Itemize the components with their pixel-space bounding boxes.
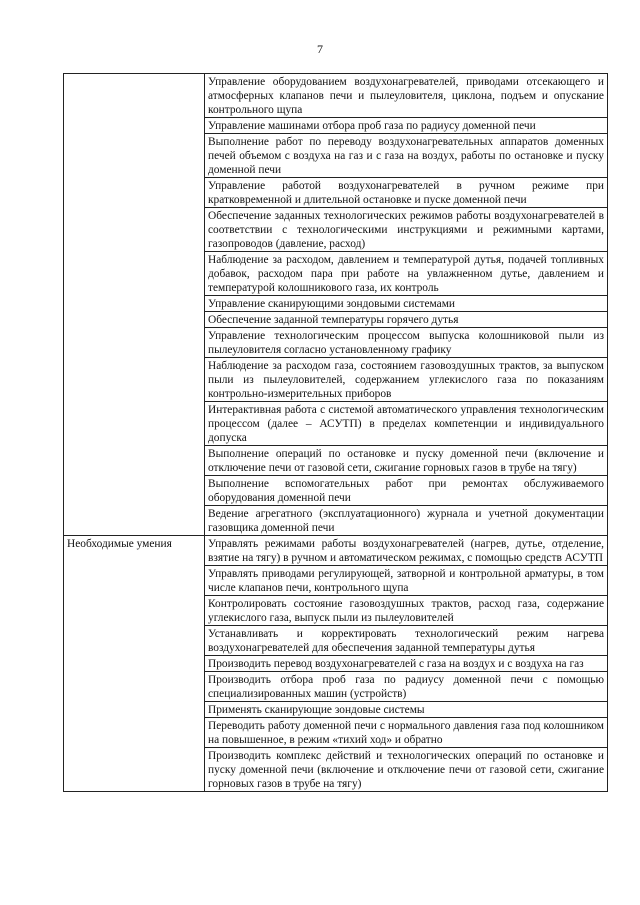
table-cell: Интерактивная работа с системой автоматического управления технологическим процессом (далее – АСУТП) в пределах компетенции и индивидуального допуска [205,402,608,446]
table-cell: Контролировать состояние газовоздушных трактов, расход газа, содержание углекислого газа, выпуск пыли из пылеуловителей [205,596,608,626]
table-cell: Управление технологическим процессом выпуска колошниковой пыли из пылеуловителя согласно установленному графику [205,328,608,358]
section-label: Необходимые умения [64,536,205,792]
table-cell: Управление сканирующими зондовыми системами [205,296,608,312]
table-cell: Устанавливать и корректировать технологический режим нагрева воздухонагревателей для обеспечения заданной температуры дутья [205,626,608,656]
table-cell: Управление оборудованием воздухонагревателей, приводами отсекающего и атмосферных клапанов печи и пылеуловителя, циклона, подъем и опускание контрольного щупа [205,74,608,118]
table-row [64,74,608,118]
table-cell: Ведение агрегатного (эксплуатационного) журнала и учетной документации газовщика доменной печи [205,506,608,536]
competency-table [63,73,608,792]
table-cell: Выполнение вспомогательных работ при ремонтах обслуживаемого оборудования доменной печи [205,476,608,506]
table-cell: Обеспечение заданных технологических режимов работы воздухонагревателей в соответствии с технологическими инструкциями и режимными картами, газопроводов (давление, расход) [205,208,608,252]
competency-table-body [64,74,608,792]
table-row [64,536,608,566]
table-cell: Производить перевод воздухонагревателей с газа на воздух и с воздуха на газ [205,656,608,672]
table-cell: Наблюдение за расходом газа, состоянием газовоздушных трактов, за выпуском пыли из пылеуловителей, содержанием углекислого газа по показаниям контрольно-измерительных приборов [205,358,608,402]
table-cell: Управлять приводами регулирующей, затворной и контрольной арматуры, в том числе клапанов печи, контрольного щупа [205,566,608,596]
table-cell: Наблюдение за расходом, давлением и температурой дутья, подачей топливных добавок, расходом пара при работе на увлажненном дутье, давлением и температурой колошникового газа, их контроль [205,252,608,296]
table-cell: Переводить работу доменной печи с нормального давления газа под колошником на повышенное, в режим «тихий ход» и обратно [205,718,608,748]
table-cell: Выполнение операций по остановке и пуску доменной печи (включение и отключение печи от газовой сети, сжигание горновых газов в трубе на тягу) [205,446,608,476]
table-cell: Производить отбора проб газа по радиусу доменной печи с помощью специализированных машин (устройств) [205,672,608,702]
table-cell: Производить комплекс действий и технологических операций по остановке и пуску доменной печи (включение и отключение печи от газовой сети, сжигание горновых газов в трубе на тягу) [205,748,608,792]
section-label [64,74,205,536]
table-cell: Применять сканирующие зондовые системы [205,702,608,718]
table-cell: Управление работой воздухонагревателей в ручном режиме при кратковременной и длительной остановке и пуске доменной печи [205,178,608,208]
table-cell: Управление машинами отбора проб газа по радиусу доменной печи [205,118,608,134]
table-cell: Выполнение работ по переводу воздухонагревательных аппаратов доменных печей объемом с воздуха на газ и с газа на воздух, работы по остановке и пуску доменной печи [205,134,608,178]
page-number: 7 [317,42,323,56]
table-cell: Управлять режимами работы воздухонагревателей (нагрев, дутье, отделение, взятие на тягу) в ручном и автоматическом режимах, с помощью средств АСУТП [205,536,608,566]
table-cell: Обеспечение заданной температуры горячего дутья [205,312,608,328]
